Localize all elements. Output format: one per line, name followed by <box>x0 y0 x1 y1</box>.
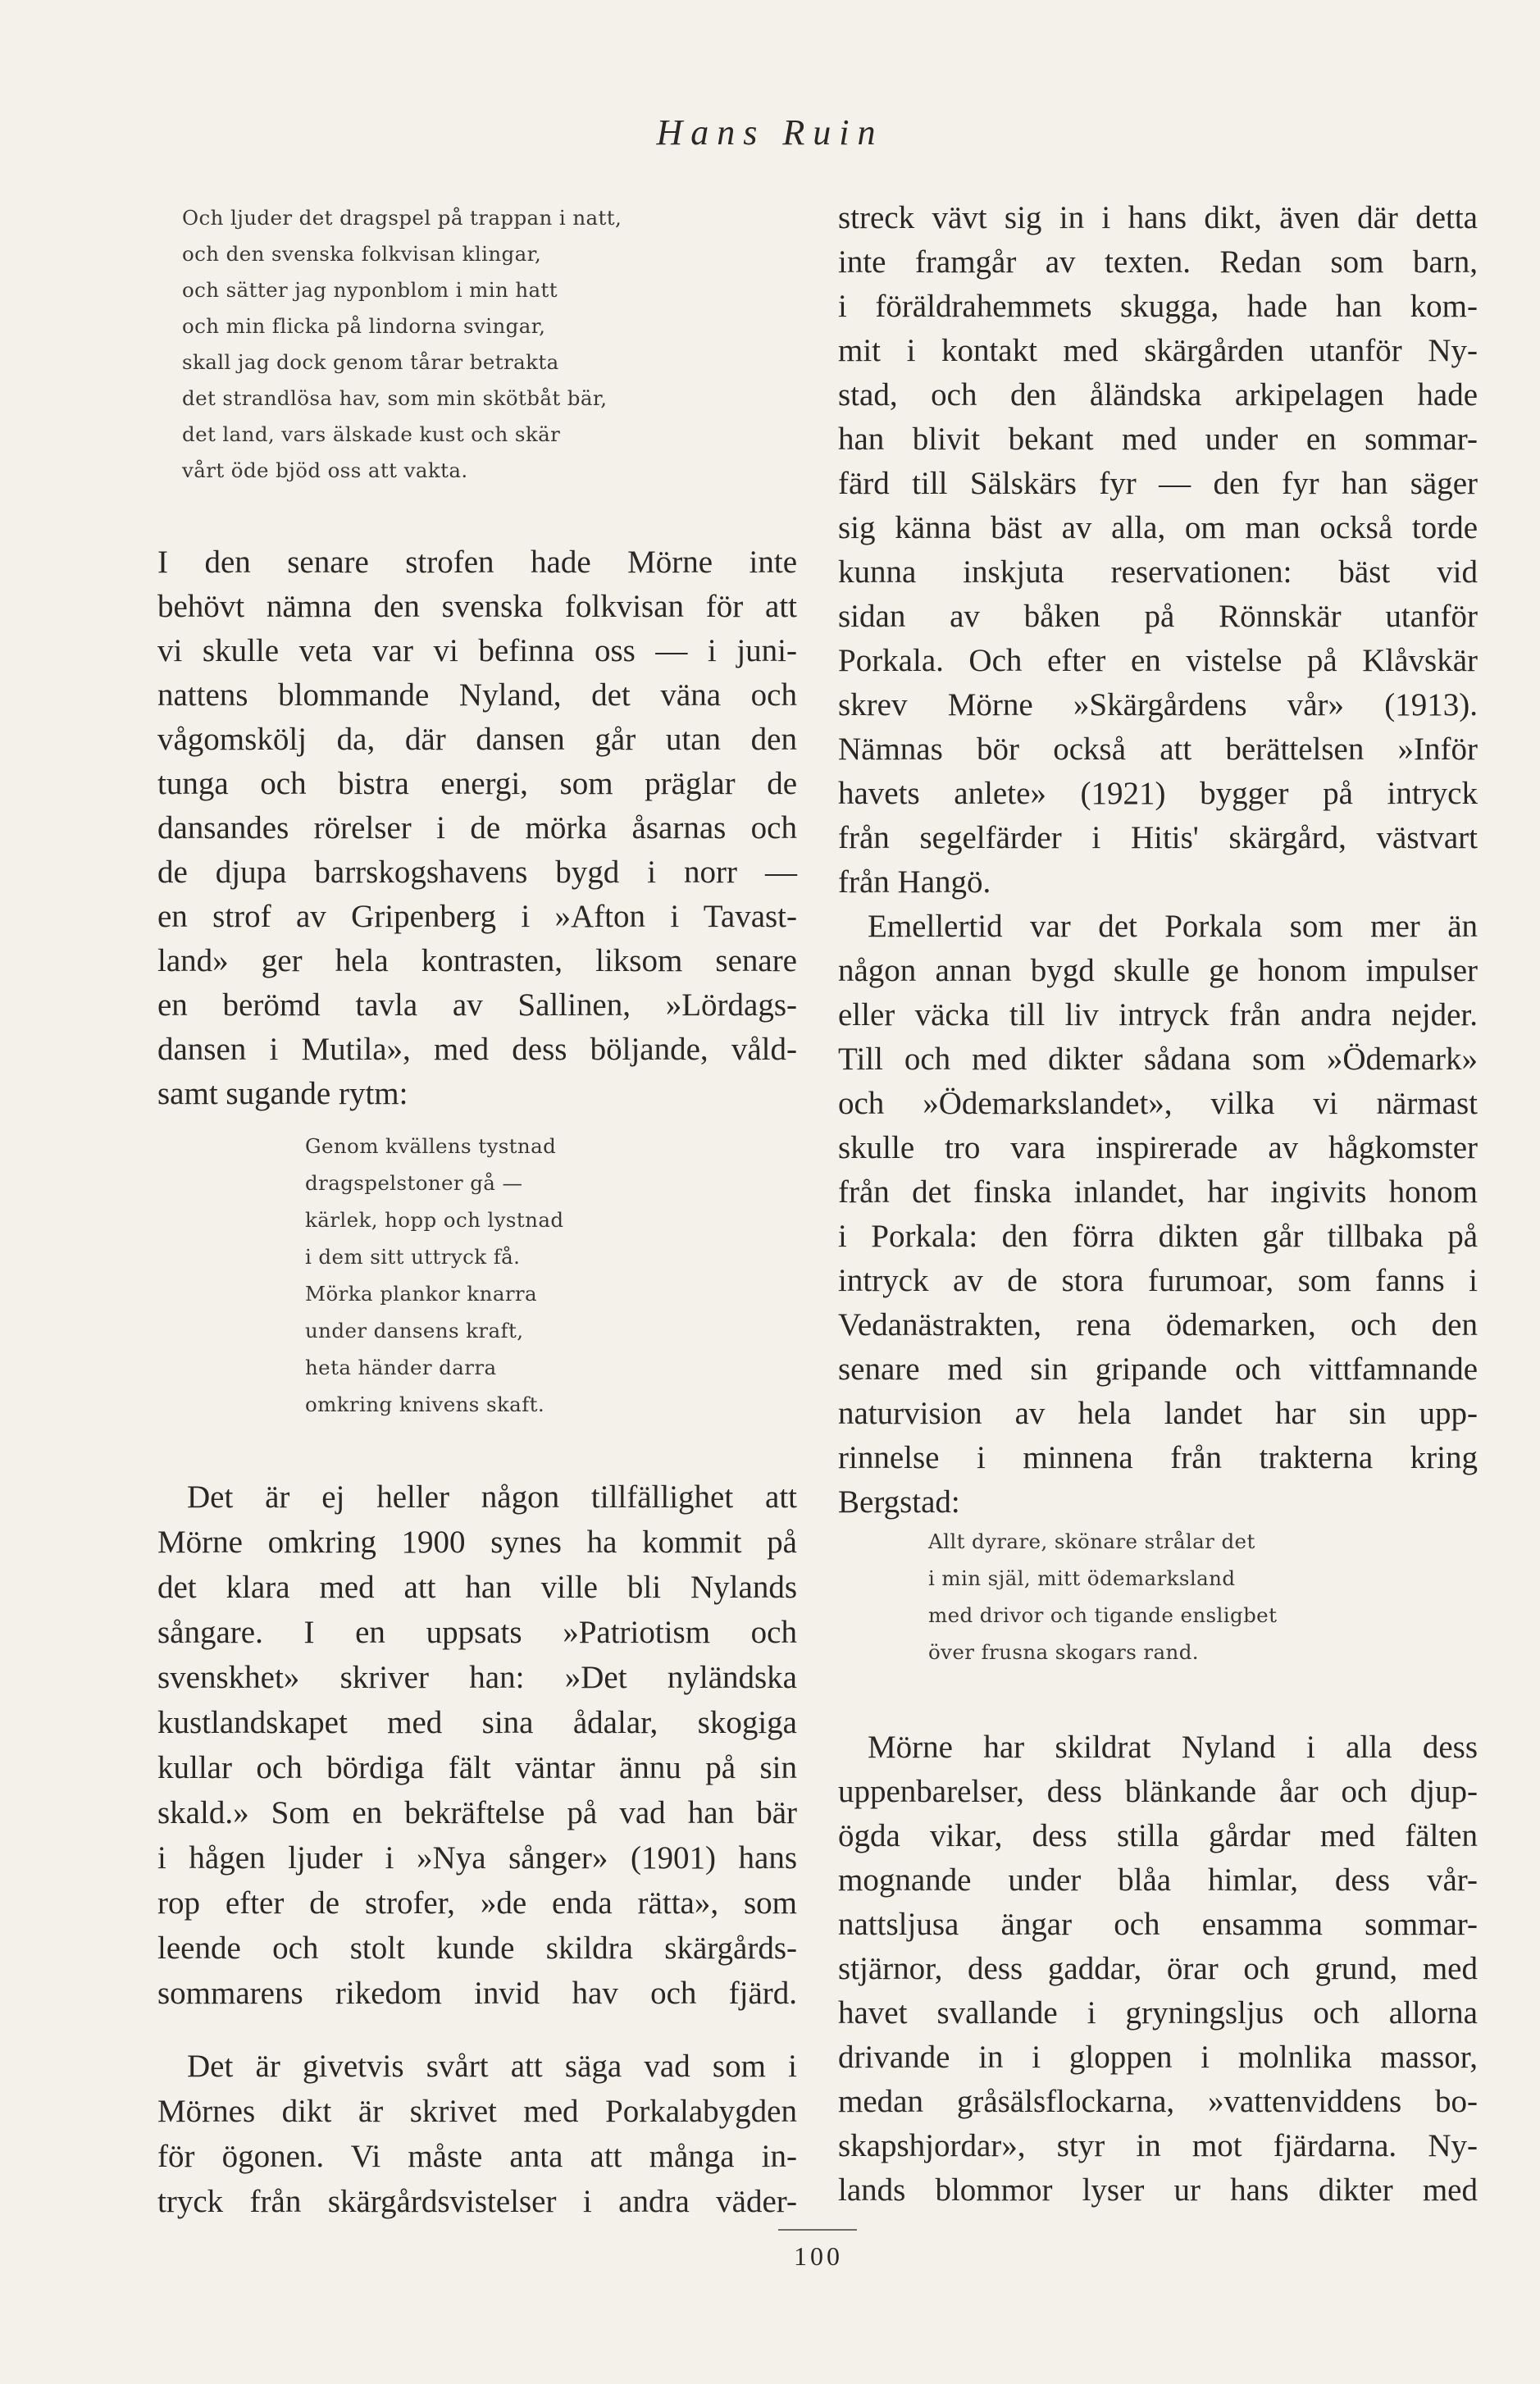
paragraph-line: leende och stolt kunde skildra skärgårds- <box>157 1930 797 1966</box>
paragraph-line: och »Ödemarkslandet», vilka vi närmast <box>838 1086 1478 1121</box>
paragraph-line: naturvision av hela landet har sin upp- <box>838 1396 1478 1431</box>
paragraph-line: i föräldrahemmets skugga, hade han kom- <box>838 289 1478 324</box>
verse-line: under dansens kraft, <box>305 1319 524 1342</box>
paragraph-line: från segelfärder i Hitis' skärgård, västvart <box>838 820 1478 855</box>
verse-line: skall jag dock genom tårar betrakta <box>182 350 559 374</box>
paragraph-line: svenskhet» skriver han: »Det nyländska <box>157 1660 797 1695</box>
paragraph-line: sig känna bäst av alla, om man också torde <box>838 510 1478 545</box>
verse-line: Mörka plankor knarra <box>305 1282 538 1306</box>
page-number: 100 <box>794 2241 843 2271</box>
paragraph-line: vi skulle veta var vi befinna oss — i juni- <box>157 633 797 668</box>
paragraph-line: eller väcka till liv intryck från andra nejder. <box>838 997 1478 1032</box>
paragraph-line: skald.» Som en bekräftelse på vad han bär <box>157 1795 797 1830</box>
paragraph-line: Det är ej heller någon tillfällighet att <box>187 1479 797 1515</box>
left-column <box>157 0 797 2384</box>
verse-line: och den svenska folkvisan klingar, <box>182 242 542 266</box>
paragraph-line: sommarens rikedom invid hav och fjärd. <box>157 1976 797 2011</box>
paragraph-line: intryck av de stora furumoar, som fanns i <box>838 1263 1478 1298</box>
verse-line: dragspelstoner gå — <box>305 1171 523 1195</box>
verse-line: i dem sitt uttryck få. <box>305 1245 521 1269</box>
paragraph-line: Mörne omkring 1900 synes ha kommit på <box>157 1525 797 1560</box>
paragraph-line: i Porkala: den förra dikten går tillbaka på <box>838 1219 1478 1254</box>
verse-line: kärlek, hopp och lystnad <box>305 1208 564 1232</box>
verse-line: med drivor och tigande ensligbet <box>928 1603 1278 1627</box>
paragraph-line: havet svallande i gryningsljus och allorna <box>838 1995 1478 2031</box>
paragraph-line: Porkala. Och efter en vistelse på Klåvskär <box>838 643 1478 678</box>
verse-line: Och ljuder det dragspel på trappan i natt, <box>182 206 622 230</box>
paragraph-line: från det finska inlandet, har ingivits honom <box>838 1174 1478 1210</box>
paragraph-line: Nämnas bör också att berättelsen »Inför <box>838 732 1478 767</box>
paragraph-line: sidan av båken på Rönnskär utanför <box>838 599 1478 634</box>
verse-line: i min själ, mitt ödemarksland <box>928 1566 1236 1590</box>
paragraph-line: mit i kontakt med skärgården utanför Ny- <box>838 333 1478 368</box>
paragraph-line: lands blommor lyser ur hans dikter med <box>838 2172 1478 2208</box>
paragraph-line: dansen i Mutila», med dess böljande, våld- <box>157 1032 797 1067</box>
paragraph-line: för ögonen. Vi måste anta att många in- <box>157 2139 797 2174</box>
paragraph-line: drivande in i gloppen i molnlika massor, <box>838 2040 1478 2075</box>
paragraph-line: behövt nämna den svenska folkvisan för att <box>157 589 797 624</box>
verse-line: Allt dyrare, skönare strålar det <box>928 1529 1255 1553</box>
verse-line: det land, vars älskade kust och skär <box>182 422 561 446</box>
verse-line: vårt öde bjöd oss att vakta. <box>182 458 468 482</box>
paragraph-line: i hågen ljuder i »Nya sånger» (1901) hans <box>157 1840 797 1876</box>
paragraph-line: kunna inskjuta reservationen: bäst vid <box>838 554 1478 590</box>
running-head: Hans Ruin <box>656 112 884 153</box>
paragraph-line: streck vävt sig in i hans dikt, även där detta <box>838 200 1478 235</box>
paragraph-line: medan gråsälsflockarna, »vattenviddens bo- <box>838 2084 1478 2119</box>
paragraph-line: nattens blommande Nyland, det väna och <box>157 677 797 713</box>
paragraph-line: Till och med dikter sådana som »Ödemark» <box>838 1042 1478 1077</box>
paragraph-line: rinnelse i minnena från trakterna kring <box>838 1440 1478 1475</box>
paragraph-line: Det är givetvis svårt att säga vad som i <box>187 2049 797 2084</box>
paragraph-line: skapshjordar», styr in mot fjärdarna. Ny- <box>838 2128 1478 2163</box>
folio-rule <box>778 2229 857 2231</box>
paragraph-line: vågomskölj da, där dansen går utan den <box>157 722 797 757</box>
paragraph-line: Mörnes dikt är skrivet med Porkalabygden <box>157 2094 797 2129</box>
paragraph-line: mognande under blåa himlar, dess vår- <box>838 1862 1478 1898</box>
paragraph-line: Bergstad: <box>838 1484 960 1520</box>
paragraph-line: land» ger hela kontrasten, liksom senare <box>157 943 797 978</box>
verse-line: och min flicka på lindorna svingar, <box>182 314 546 338</box>
verse-line: över frusna skogars rand. <box>928 1640 1199 1664</box>
paragraph-line: tunga och bistra energi, som präglar de <box>157 766 797 801</box>
paragraph-line: uppenbarelser, dess blänkande åar och djup- <box>838 1774 1478 1809</box>
paragraph-line: tryck från skärgårdsvistelser i andra väder- <box>157 2184 797 2219</box>
paragraph-line: samt sugande rytm: <box>157 1076 408 1111</box>
paragraph-line: kullar och bördiga fält väntar ännu på sin <box>157 1750 797 1785</box>
paragraph-line: stjärnor, dess gaddar, örar och grund, med <box>838 1951 1478 1986</box>
paragraph-line: inte framgår av texten. Redan som barn, <box>838 244 1478 280</box>
verse-line: Genom kvällens tystnad <box>305 1134 557 1158</box>
paragraph-line: skrev Mörne »Skärgårdens vår» (1913). <box>838 687 1478 722</box>
paragraph-line: stad, och den åländska arkipelagen hade <box>838 377 1478 413</box>
paragraph-line: han blivit bekant med under en sommar- <box>838 422 1478 457</box>
verse-line: omkring knivens skaft. <box>305 1393 545 1416</box>
paragraph-line: de djupa barrskogshavens bygd i norr — <box>157 855 797 890</box>
paragraph-line: Emellertid var det Porkala som mer än <box>868 909 1478 944</box>
paragraph-line: Mörne har skildrat Nyland i alla dess <box>868 1730 1478 1765</box>
paragraph-line: det klara med att han ville bli Nylands <box>157 1570 797 1605</box>
paragraph-line: en strof av Gripenberg i »Afton i Tavast- <box>157 899 797 934</box>
paragraph-line: färd till Sälskärs fyr — den fyr han säger <box>838 466 1478 501</box>
paragraph-line: från Hangö. <box>838 864 991 900</box>
paragraph-line: dansandes rörelser i de mörka åsarnas och <box>157 810 797 846</box>
verse-line: heta händer darra <box>305 1356 497 1379</box>
paragraph-line: en berömd tavla av Sallinen, »Lördags- <box>157 987 797 1023</box>
paragraph-line: skulle tro vara inspirerade av hågkomster <box>838 1130 1478 1165</box>
paragraph-line: rop efter de strofer, »de enda rätta», som <box>157 1885 797 1921</box>
paragraph-line: senare med sin gripande och vittfamnande <box>838 1352 1478 1387</box>
paragraph-line: någon annan bygd skulle ge honom impulser <box>838 953 1478 988</box>
paragraph-line: Vedanästrakten, rena ödemarken, och den <box>838 1307 1478 1342</box>
paragraph-line: sångare. I en uppsats »Patriotism och <box>157 1615 797 1650</box>
paragraph-line: kustlandskapet med sina ådalar, skogiga <box>157 1705 797 1740</box>
paragraph-line: I den senare strofen hade Mörne inte <box>157 545 797 580</box>
verse-line: och sätter jag nyponblom i min hatt <box>182 278 558 302</box>
verse-line: det strandlösa hav, som min skötbåt bär, <box>182 386 608 410</box>
paragraph-line: ögda vikar, dess stilla gårdar med fälten <box>838 1818 1478 1853</box>
paragraph-line: havets anlete» (1921) bygger på intryck <box>838 776 1478 811</box>
paragraph-line: nattsljusa ängar och ensamma sommar- <box>838 1907 1478 1942</box>
right-column <box>838 0 1478 2384</box>
